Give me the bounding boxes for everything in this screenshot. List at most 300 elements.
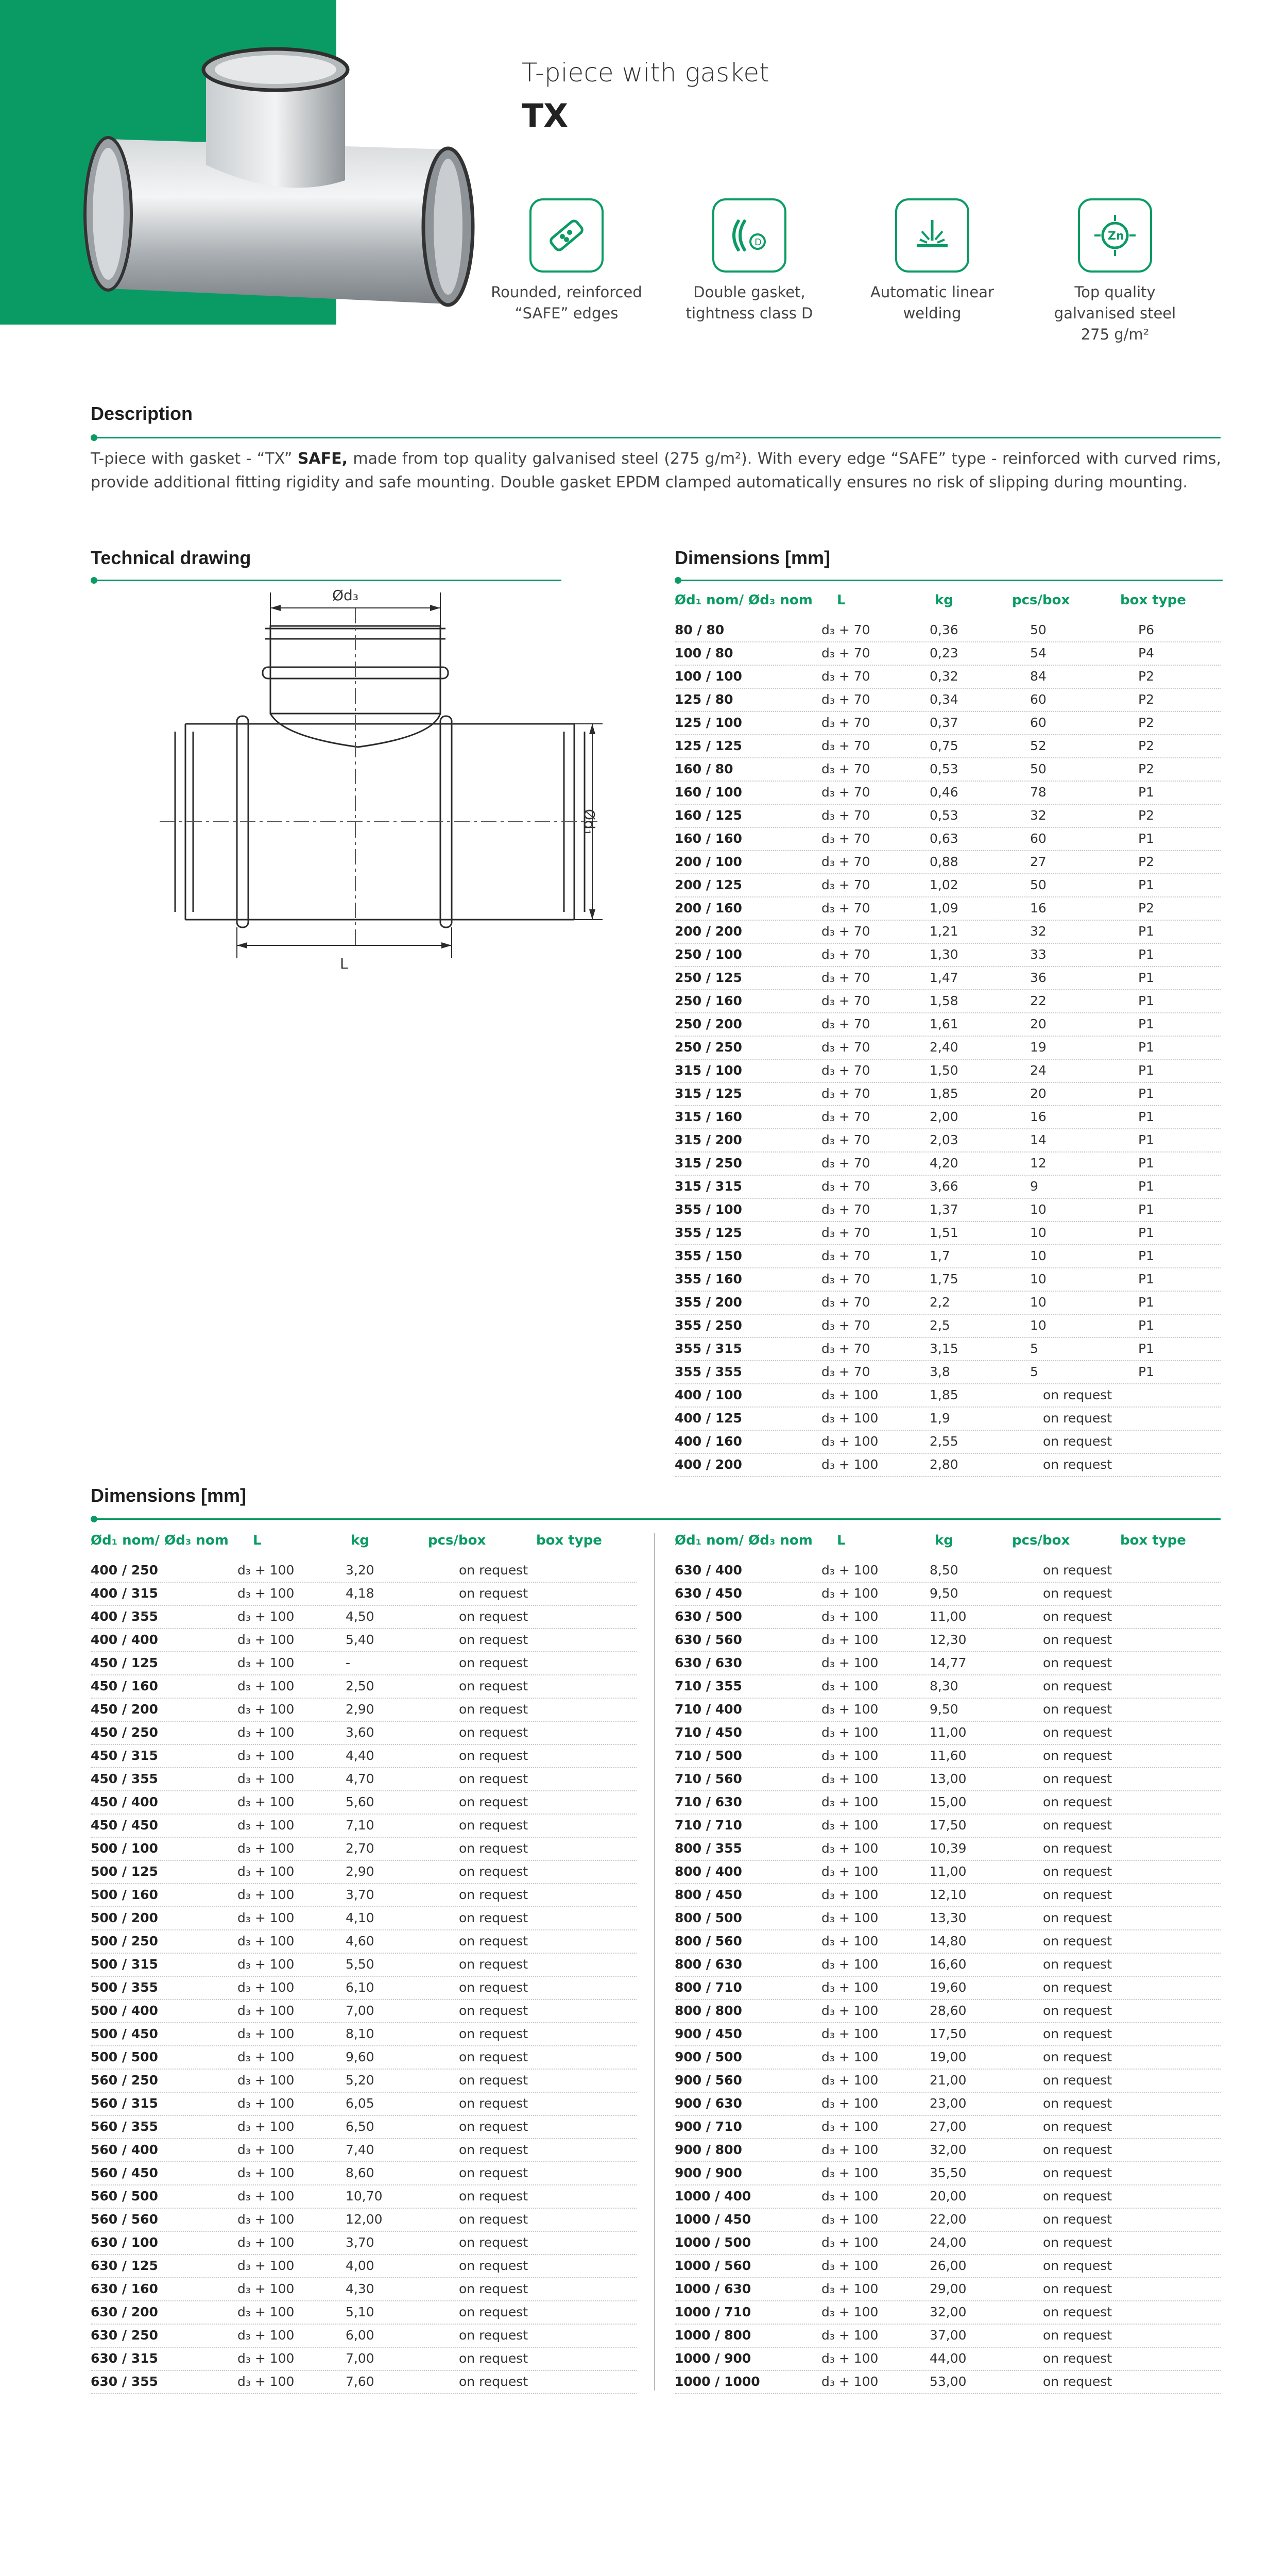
feature-label: welding: [903, 304, 962, 322]
weight-cell: 27,00: [930, 2119, 967, 2134]
weight-cell: 11,00: [930, 1609, 967, 1624]
size-cell: 710 / 630: [675, 1794, 742, 1809]
size-cell: 1000 / 800: [675, 2328, 751, 2343]
weight-cell: 2,40: [930, 1040, 958, 1055]
weight-cell: 16,60: [930, 1957, 967, 1972]
box-type-cell: on request: [459, 1748, 528, 1763]
table-row: [91, 2093, 637, 2116]
weight-cell: 1,9: [930, 1411, 950, 1426]
box-type-cell: on request: [459, 2119, 528, 2134]
pcs-cell: 10: [1030, 1295, 1047, 1310]
size-cell: 315 / 250: [675, 1156, 742, 1171]
size-cell: 630 / 200: [91, 2304, 158, 2319]
size-cell: 630 / 400: [675, 1563, 742, 1578]
box-type-cell: on request: [459, 1679, 528, 1693]
length-cell: d₃ + 100: [821, 1980, 879, 1995]
table-row: [91, 2046, 637, 2070]
weight-cell: 6,10: [346, 1980, 374, 1995]
pcs-cell: 52: [1030, 738, 1047, 753]
weight-cell: 4,30: [346, 2281, 374, 2296]
box-type-cell: P1: [1138, 877, 1154, 892]
table-row: [675, 2301, 1221, 2325]
length-cell: d₃ + 100: [237, 2119, 295, 2134]
box-type-cell: on request: [1043, 1702, 1112, 1717]
technical-drawing: [155, 577, 603, 979]
length-cell: d₃ + 70: [821, 1248, 870, 1263]
box-type-cell: on request: [1043, 1725, 1112, 1740]
length-cell: d₃ + 100: [237, 1794, 295, 1809]
weight-cell: 4,18: [346, 1586, 374, 1601]
pcs-cell: 84: [1030, 669, 1047, 684]
box-type-cell: P1: [1138, 785, 1154, 800]
box-type-cell: P1: [1138, 1295, 1154, 1310]
weight-cell: 17,50: [930, 1818, 967, 1833]
weight-cell: 3,70: [346, 1887, 374, 1902]
size-cell: 450 / 450: [91, 1818, 158, 1833]
length-cell: d₃ + 100: [821, 2281, 879, 2296]
size-cell: 900 / 900: [675, 2165, 742, 2180]
size-cell: 500 / 250: [91, 1934, 158, 1948]
length-cell: d₃ + 70: [821, 993, 870, 1008]
weight-cell: 11,00: [930, 1725, 967, 1740]
weight-cell: 17,50: [930, 2026, 967, 2041]
table-row: [675, 735, 1221, 758]
table-row: [675, 2278, 1221, 2301]
weight-cell: 3,15: [930, 1341, 958, 1356]
column-header: Ød₁ nom/ Ød₃ nom: [91, 1533, 229, 1548]
length-cell: d₃ + 70: [821, 901, 870, 916]
weight-cell: 8,30: [930, 1679, 958, 1693]
box-type-cell: P1: [1138, 993, 1154, 1008]
table-row: [91, 2348, 637, 2371]
pcs-cell: 50: [1030, 761, 1047, 776]
table-row: [91, 1675, 637, 1699]
box-type-cell: P2: [1138, 854, 1154, 869]
size-cell: 500 / 315: [91, 1957, 158, 1972]
length-cell: d₃ + 100: [237, 1980, 295, 1995]
size-cell: 800 / 500: [675, 1910, 742, 1925]
table-row: [91, 1907, 637, 1930]
length-cell: d₃ + 70: [821, 924, 870, 939]
technical-drawing-heading: Technical drawing: [91, 547, 251, 568]
table-row: [91, 1930, 637, 1954]
weight-cell: 5,50: [346, 1957, 374, 1972]
table-row: [91, 1745, 637, 1768]
size-cell: 200 / 200: [675, 924, 742, 939]
size-cell: 355 / 315: [675, 1341, 742, 1356]
length-cell: d₃ + 100: [237, 1910, 295, 1925]
size-cell: 355 / 355: [675, 1364, 742, 1379]
size-cell: 1000 / 560: [675, 2258, 751, 2273]
length-cell: d₃ + 100: [821, 2049, 879, 2064]
box-type-cell: on request: [459, 1794, 528, 1809]
table-row: [91, 2325, 637, 2348]
box-type-cell: on request: [1043, 1457, 1112, 1472]
size-cell: 355 / 250: [675, 1318, 742, 1333]
table-row: [91, 1606, 637, 1629]
weight-cell: 1,61: [930, 1016, 958, 1031]
box-type-cell: P1: [1138, 947, 1154, 962]
pcs-cell: 22: [1030, 993, 1047, 1008]
length-cell: d₃ + 100: [237, 2003, 295, 2018]
box-type-cell: P1: [1138, 1086, 1154, 1101]
box-type-cell: P1: [1138, 1016, 1154, 1031]
length-cell: d₃ + 70: [821, 692, 870, 707]
size-cell: 125 / 125: [675, 738, 742, 753]
column-header: box type: [1120, 1533, 1186, 1548]
length-cell: d₃ + 100: [821, 1841, 879, 1856]
box-type-cell: P2: [1138, 738, 1154, 753]
weight-cell: 2,80: [930, 1457, 958, 1472]
length-cell: d₃ + 100: [237, 1586, 295, 1601]
box-type-cell: on request: [1043, 1864, 1112, 1879]
table-row: [675, 1268, 1221, 1292]
table-row: [675, 944, 1221, 967]
column-header: kg: [351, 1533, 369, 1548]
table-row: [91, 1884, 637, 1907]
size-cell: 800 / 400: [675, 1864, 742, 1879]
table-row: [91, 1861, 637, 1884]
size-cell: 100 / 100: [675, 669, 742, 684]
size-cell: 400 / 160: [675, 1434, 742, 1449]
pcs-cell: 50: [1030, 877, 1047, 892]
table-row: [91, 2023, 637, 2046]
box-type-cell: on request: [1043, 1957, 1112, 1972]
table-row: [91, 1838, 637, 1861]
length-cell: d₃ + 100: [237, 1957, 295, 1972]
length-cell: d₃ + 100: [821, 1910, 879, 1925]
weight-cell: 1,85: [930, 1086, 958, 1101]
size-cell: 900 / 450: [675, 2026, 742, 2041]
box-type-cell: on request: [459, 2235, 528, 2250]
table-row: [675, 1431, 1221, 1454]
length-cell: d₃ + 70: [821, 1109, 870, 1124]
table-row: [91, 2301, 637, 2325]
table-row: [91, 2371, 637, 2394]
table-row: [675, 2000, 1221, 2023]
size-cell: 500 / 125: [91, 1864, 158, 1879]
size-cell: 500 / 160: [91, 1887, 158, 1902]
weight-cell: 11,60: [930, 1748, 967, 1763]
box-type-cell: P1: [1138, 1272, 1154, 1286]
weight-cell: 5,10: [346, 2304, 374, 2319]
table-row: [91, 2232, 637, 2255]
length-cell: d₃ + 100: [821, 1957, 879, 1972]
pcs-cell: 20: [1030, 1016, 1047, 1031]
weight-cell: 37,00: [930, 2328, 967, 2343]
weight-cell: 5,20: [346, 2073, 374, 2088]
table-row: [675, 2070, 1221, 2093]
table-row: [675, 1176, 1221, 1199]
weight-cell: 1,30: [930, 947, 958, 962]
length-cell: d₃ + 70: [821, 1086, 870, 1101]
box-type-cell: on request: [459, 2165, 528, 2180]
length-cell: d₃ + 70: [821, 831, 870, 846]
length-cell: d₃ + 100: [237, 2281, 295, 2296]
label-l: L: [340, 955, 348, 972]
box-type-cell: P1: [1138, 831, 1154, 846]
table-row: [675, 1199, 1221, 1222]
pcs-cell: 60: [1030, 692, 1047, 707]
weight-cell: 24,00: [930, 2235, 967, 2250]
length-cell: d₃ + 100: [821, 2096, 879, 2111]
length-cell: d₃ + 100: [821, 1679, 879, 1693]
table-row: [91, 1583, 637, 1606]
length-cell: d₃ + 100: [821, 2351, 879, 2366]
table-row: [675, 2348, 1221, 2371]
table-row: [91, 2139, 637, 2162]
weight-cell: 0,32: [930, 669, 958, 684]
length-cell: d₃ + 70: [821, 947, 870, 962]
table-row: [675, 805, 1221, 828]
table-row: [675, 921, 1221, 944]
size-cell: 630 / 450: [675, 1586, 742, 1601]
size-cell: 560 / 315: [91, 2096, 158, 2111]
pcs-cell: 33: [1030, 947, 1047, 962]
table-row: [675, 1815, 1221, 1838]
box-type-cell: on request: [1043, 2235, 1112, 2250]
weight-cell: 28,60: [930, 2003, 967, 2018]
table-row: [675, 1060, 1221, 1083]
table-row: [675, 2139, 1221, 2162]
size-cell: 315 / 125: [675, 1086, 742, 1101]
table-row: [675, 1315, 1221, 1338]
length-cell: d₃ + 100: [237, 1725, 295, 1740]
table-row: [91, 1652, 637, 1675]
size-cell: 250 / 250: [675, 1040, 742, 1055]
length-cell: d₃ + 100: [821, 2142, 879, 2157]
box-type-cell: P2: [1138, 715, 1154, 730]
length-cell: d₃ + 100: [237, 2351, 295, 2366]
weight-cell: 8,10: [346, 2026, 374, 2041]
length-cell: d₃ + 100: [237, 2165, 295, 2180]
size-cell: 160 / 125: [675, 808, 742, 823]
weight-cell: 0,75: [930, 738, 958, 753]
pcs-cell: 19: [1030, 1040, 1047, 1055]
box-type-cell: on request: [459, 1934, 528, 1948]
table-row: [675, 1699, 1221, 1722]
feature-safe-edges: [482, 198, 651, 324]
weight-cell: 2,70: [346, 1841, 374, 1856]
pcs-cell: 60: [1030, 715, 1047, 730]
weight-cell: 4,70: [346, 1771, 374, 1786]
weight-cell: 26,00: [930, 2258, 967, 2273]
length-cell: d₃ + 70: [821, 1132, 870, 1147]
column-header: L: [837, 1533, 846, 1548]
weight-cell: 12,10: [930, 1887, 967, 1902]
feature-label: Automatic linear: [870, 283, 994, 301]
size-cell: 630 / 125: [91, 2258, 158, 2273]
table-row: [675, 666, 1221, 689]
length-cell: d₃ + 70: [821, 1318, 870, 1333]
size-cell: 450 / 355: [91, 1771, 158, 1786]
table-row: [91, 2116, 637, 2139]
size-cell: 250 / 125: [675, 970, 742, 985]
table-row: [91, 1791, 637, 1815]
length-cell: d₃ + 100: [237, 2189, 295, 2204]
weight-cell: 1,7: [930, 1248, 950, 1263]
weight-cell: 9,50: [930, 1586, 958, 1601]
pcs-cell: 60: [1030, 831, 1047, 846]
pcs-cell: 16: [1030, 1109, 1047, 1124]
weight-cell: 12,00: [346, 2212, 383, 2227]
table-row: [675, 1384, 1221, 1408]
weight-cell: 11,00: [930, 1864, 967, 1879]
length-cell: d₃ + 100: [821, 2073, 879, 2088]
size-cell: 400 / 100: [675, 1387, 742, 1402]
table-row: [675, 2255, 1221, 2278]
table-row: [675, 1745, 1221, 1768]
pcs-cell: 78: [1030, 785, 1047, 800]
box-type-cell: on request: [459, 2351, 528, 2366]
weight-cell: 2,55: [930, 1434, 958, 1449]
pcs-cell: 10: [1030, 1225, 1047, 1240]
weight-cell: 32,00: [930, 2304, 967, 2319]
box-type-cell: P1: [1138, 970, 1154, 985]
length-cell: d₃ + 70: [821, 1156, 870, 1171]
svg-text:Zn: Zn: [1108, 230, 1124, 243]
box-type-cell: on request: [459, 1818, 528, 1833]
size-cell: 710 / 560: [675, 1771, 742, 1786]
weight-cell: 0,46: [930, 785, 958, 800]
length-cell: d₃ + 100: [237, 1771, 295, 1786]
weight-cell: 7,00: [346, 2003, 374, 2018]
box-type-cell: on request: [1043, 2258, 1112, 2273]
size-cell: 630 / 100: [91, 2235, 158, 2250]
size-cell: 1000 / 400: [675, 2189, 751, 2204]
size-cell: 400 / 125: [675, 1411, 742, 1426]
size-cell: 900 / 710: [675, 2119, 742, 2134]
weight-cell: 2,00: [930, 1109, 958, 1124]
length-cell: d₃ + 100: [821, 1725, 879, 1740]
length-cell: d₃ + 70: [821, 738, 870, 753]
length-cell: d₃ + 100: [821, 2328, 879, 2343]
weight-cell: 22,00: [930, 2212, 967, 2227]
length-cell: d₃ + 70: [821, 1063, 870, 1078]
weight-cell: 3,8: [930, 1364, 950, 1379]
pcs-cell: 12: [1030, 1156, 1047, 1171]
weight-cell: 6,50: [346, 2119, 374, 2134]
description-rule: [93, 437, 1221, 438]
column-header: L: [837, 592, 846, 608]
box-type-cell: on request: [1043, 2003, 1112, 2018]
box-type-cell: P1: [1138, 1318, 1154, 1333]
box-type-cell: on request: [459, 2026, 528, 2041]
weight-cell: 44,00: [930, 2351, 967, 2366]
size-cell: 630 / 355: [91, 2374, 158, 2389]
size-cell: 630 / 250: [91, 2328, 158, 2343]
size-cell: 315 / 315: [675, 1179, 742, 1194]
box-type-cell: on request: [1043, 2049, 1112, 2064]
table-row: [675, 1977, 1221, 2000]
column-header: Ød₁ nom/ Ød₃ nom: [675, 592, 813, 608]
table-row: [675, 642, 1221, 666]
weight-cell: 1,02: [930, 877, 958, 892]
length-cell: d₃ + 100: [821, 1818, 879, 1833]
weight-cell: 13,00: [930, 1771, 967, 1786]
table-row: [675, 2116, 1221, 2139]
weight-cell: 10,39: [930, 1841, 967, 1856]
table-row: [91, 2070, 637, 2093]
table-row: [675, 1083, 1221, 1106]
table-row: [675, 1338, 1221, 1361]
length-cell: d₃ + 70: [821, 646, 870, 660]
length-cell: d₃ + 70: [821, 877, 870, 892]
length-cell: d₃ + 100: [237, 1563, 295, 1578]
weight-cell: 29,00: [930, 2281, 967, 2296]
pcs-cell: 10: [1030, 1202, 1047, 1217]
weight-cell: 6,05: [346, 2096, 374, 2111]
weight-cell: 8,50: [930, 1563, 958, 1578]
weight-cell: 4,50: [346, 1609, 374, 1624]
weight-cell: 3,60: [346, 1725, 374, 1740]
box-type-cell: on request: [1043, 1434, 1112, 1449]
length-cell: d₃ + 100: [821, 1748, 879, 1763]
table-row: [675, 1129, 1221, 1153]
table-row: [675, 967, 1221, 990]
table-row: [675, 1838, 1221, 1861]
table-row: [91, 2278, 637, 2301]
weight-cell: 2,90: [346, 1864, 374, 1879]
length-cell: d₃ + 70: [821, 785, 870, 800]
weight-cell: 0,53: [930, 761, 958, 776]
table-row: [675, 1652, 1221, 1675]
table-row: [675, 2185, 1221, 2209]
weight-cell: 32,00: [930, 2142, 967, 2157]
weight-cell: 7,00: [346, 2351, 374, 2366]
dimensions-bottom-rule: [93, 1518, 1221, 1520]
weight-cell: 2,03: [930, 1132, 958, 1147]
pcs-cell: 20: [1030, 1086, 1047, 1101]
weight-cell: 0,53: [930, 808, 958, 823]
weight-cell: 13,30: [930, 1910, 967, 1925]
table-row: [675, 1153, 1221, 1176]
weight-cell: 7,40: [346, 2142, 374, 2157]
table-row: [675, 2371, 1221, 2394]
length-cell: d₃ + 100: [237, 2073, 295, 2088]
table-row: [675, 1361, 1221, 1384]
box-type-cell: P6: [1138, 622, 1154, 637]
box-type-cell: on request: [1043, 2189, 1112, 2204]
box-type-cell: on request: [459, 2142, 528, 2157]
weight-cell: 0,63: [930, 831, 958, 846]
box-type-cell: on request: [1043, 2073, 1112, 2088]
size-cell: 710 / 355: [675, 1679, 742, 1693]
table-row: [675, 1245, 1221, 1268]
length-cell: d₃ + 100: [237, 1934, 295, 1948]
length-cell: d₃ + 100: [821, 1563, 879, 1578]
box-type-cell: P1: [1138, 1040, 1154, 1055]
dimensions-bottom-heading: Dimensions [mm]: [91, 1485, 247, 1506]
length-cell: d₃ + 100: [821, 1702, 879, 1717]
size-cell: 355 / 150: [675, 1248, 742, 1263]
length-cell: d₃ + 70: [821, 1272, 870, 1286]
size-cell: 630 / 500: [675, 1609, 742, 1624]
label-d1: Ød₁: [581, 809, 598, 836]
table-row: [675, 1930, 1221, 1954]
box-type-cell: on request: [1043, 1934, 1112, 1948]
table-row: [675, 1583, 1221, 1606]
weight-cell: 21,00: [930, 2073, 967, 2088]
size-cell: 160 / 160: [675, 831, 742, 846]
size-cell: 560 / 450: [91, 2165, 158, 2180]
box-type-cell: on request: [459, 1586, 528, 1601]
length-cell: d₃ + 70: [821, 669, 870, 684]
length-cell: d₃ + 100: [821, 1794, 879, 1809]
box-type-cell: on request: [459, 2003, 528, 2018]
pcs-cell: 14: [1030, 1132, 1047, 1147]
box-type-cell: P1: [1138, 1179, 1154, 1194]
